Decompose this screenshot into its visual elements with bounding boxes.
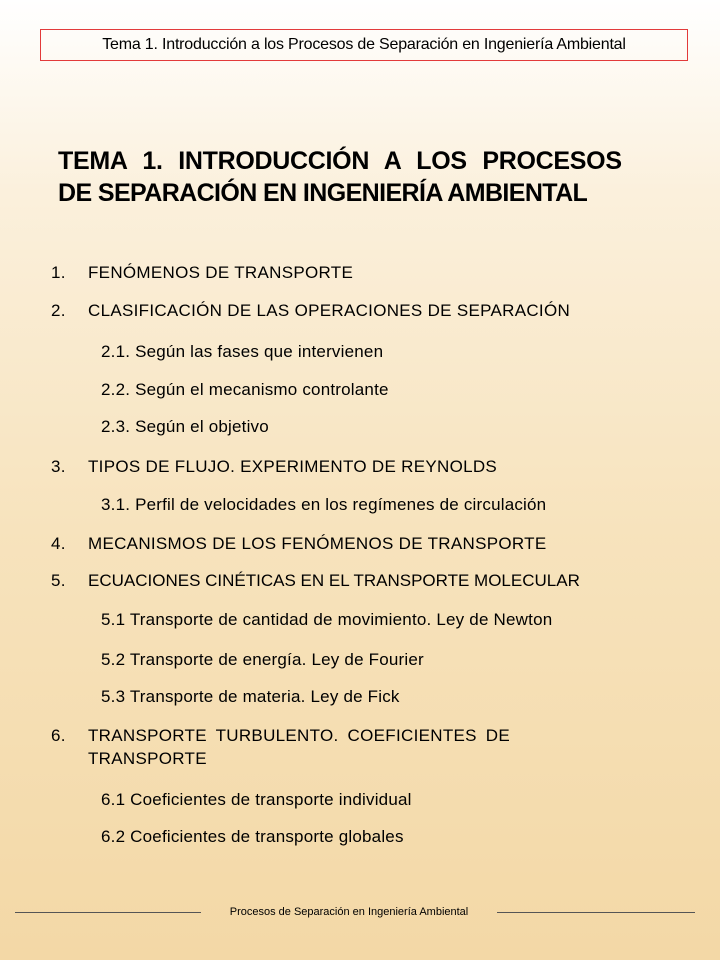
title-line-2: DE SEPARACIÓN EN INGENIERÍA AMBIENTAL <box>58 179 588 207</box>
toc-item-text: CLASIFICACIÓN DE LAS OPERACIONES DE SEPARACIÓN <box>88 301 571 320</box>
toc-subitem-3-1: 3.1. Perfil de velocidades en los regímenes de circulación <box>101 495 547 514</box>
toc-subitem-5-2: 5.2 Transporte de energía. Ley de Fourier <box>101 650 424 669</box>
toc-item-text: MECANISMOS DE LOS FENÓMENOS DE TRANSPORTE <box>88 534 547 553</box>
toc-item-number: 6. <box>51 726 66 745</box>
toc-subitem-2-2: 2.2. Según el mecanismo controlante <box>101 380 389 399</box>
toc-subitem-5-3: 5.3 Transporte de materia. Ley de Fick <box>101 687 400 706</box>
toc-item-text-continued: TRANSPORTE <box>88 749 207 768</box>
toc-subitem-6-1: 6.1 Coeficientes de transporte individual <box>101 790 412 809</box>
header-label: Tema 1. Introducción a los Procesos de Separación en Ingeniería Ambiental <box>40 29 688 61</box>
toc-subitem-2-1: 2.1. Según las fases que intervienen <box>101 342 384 361</box>
footer-divider-right <box>497 912 695 913</box>
toc-item-text: TIPOS DE FLUJO. EXPERIMENTO DE REYNOLDS <box>88 457 498 476</box>
toc-subitem-2-3: 2.3. Según el objetivo <box>101 417 269 436</box>
toc-subitem-5-1: 5.1 Transporte de cantidad de movimiento. Ley de Newton <box>101 610 553 629</box>
footer <box>15 903 695 923</box>
toc-item-number: 1. <box>51 263 66 282</box>
page-title <box>58 145 662 209</box>
footer-divider-left <box>15 912 201 913</box>
toc-item-text: ECUACIONES CINÉTICAS EN EL TRANSPORTE MOLECULAR <box>88 571 580 590</box>
toc-item-text: TRANSPORTE TURBULENTO. COEFICIENTES DE <box>88 726 511 745</box>
toc-subitem-6-2: 6.2 Coeficientes de transporte globales <box>101 827 404 846</box>
footer-text: Procesos de Separación en Ingeniería Ambiental <box>229 906 469 918</box>
toc-item-number: 2. <box>51 301 66 320</box>
toc-item-text: FENÓMENOS DE TRANSPORTE <box>88 263 354 282</box>
toc-item-number: 4. <box>51 534 66 553</box>
title-line-1: TEMA 1. INTRODUCCIÓN A LOS PROCESOS <box>58 147 622 175</box>
toc-item-number: 3. <box>51 457 66 476</box>
toc-item-number: 5. <box>51 571 66 590</box>
